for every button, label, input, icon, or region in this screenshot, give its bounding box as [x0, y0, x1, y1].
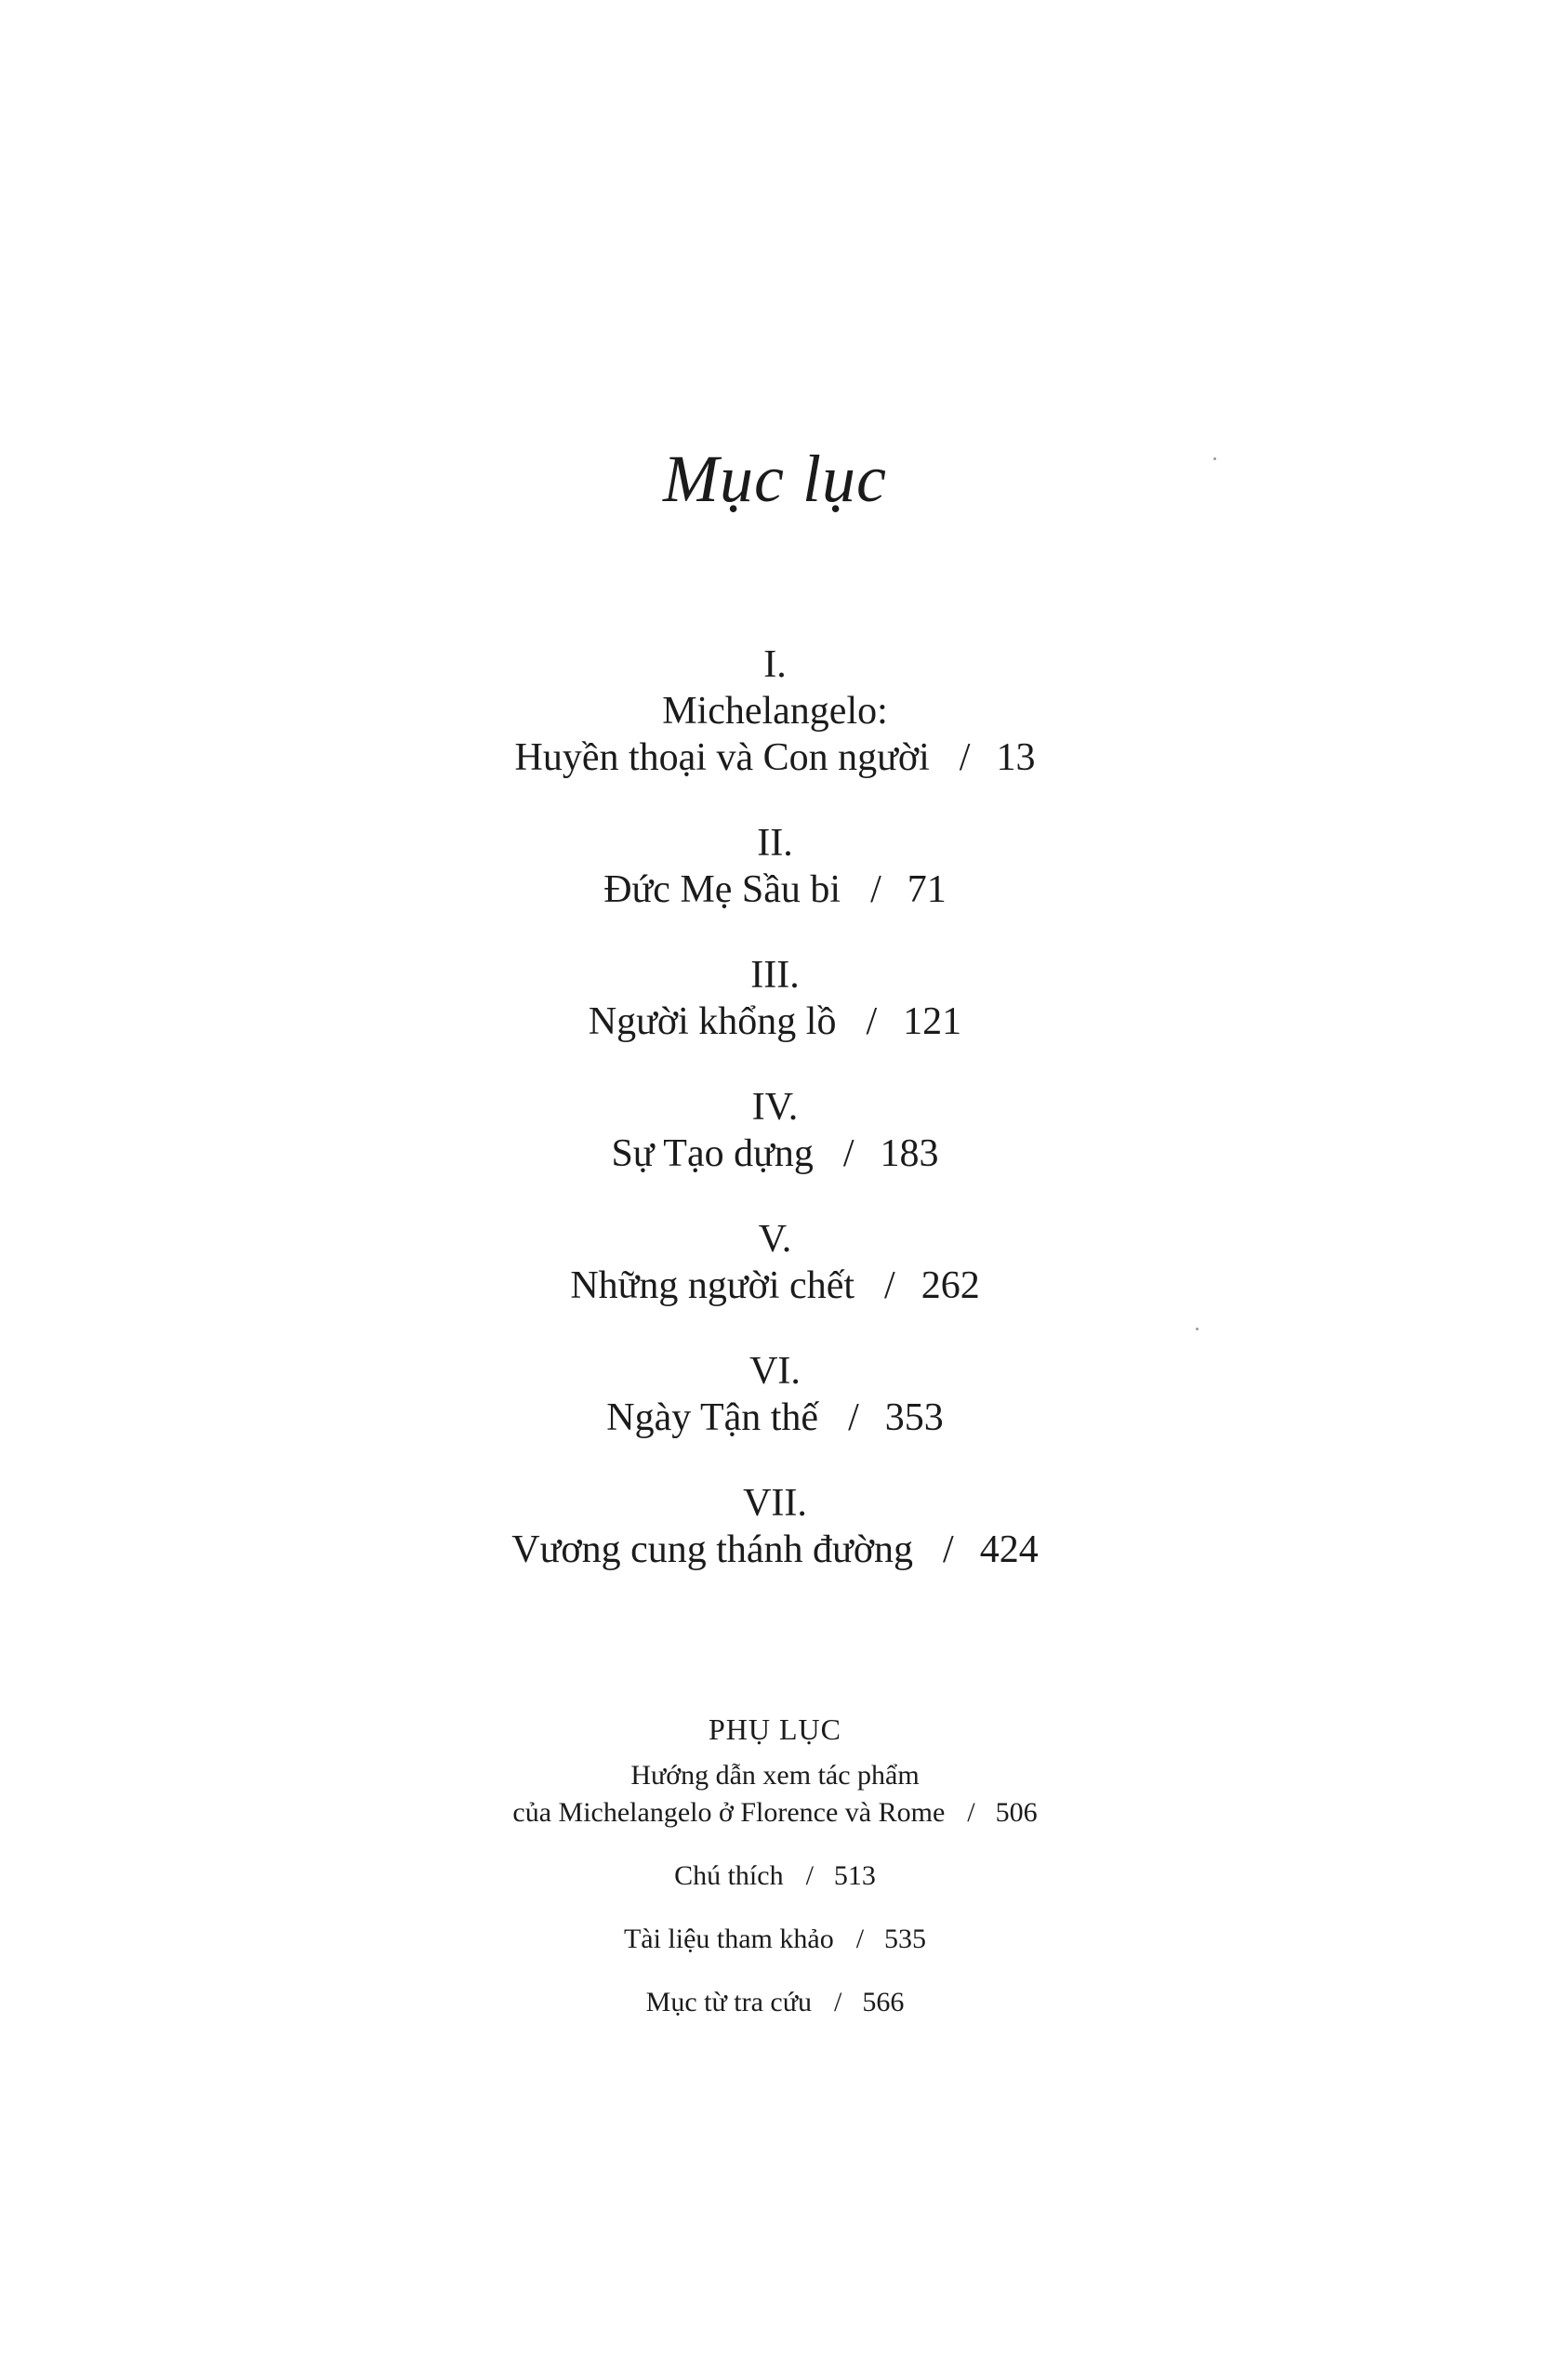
- appendix-section: [0, 1709, 1550, 2047]
- page-number: 506: [995, 1797, 1038, 1828]
- chapter-title-text: Vương cung thánh đường: [511, 1528, 914, 1571]
- page-separator: /: [866, 1000, 878, 1043]
- page-number: 262: [921, 1264, 980, 1307]
- chapter-numeral: IV.: [751, 1086, 799, 1129]
- chapter-entry-4: [0, 1084, 1550, 1177]
- page-separator: /: [967, 1797, 975, 1828]
- page-number: 121: [903, 1000, 962, 1043]
- page-number: 535: [884, 1924, 927, 1954]
- page-number: 566: [862, 1987, 905, 2017]
- appendix-entry-bibliography: [0, 1921, 1550, 1958]
- page-separator: /: [943, 1528, 954, 1571]
- chapter-title-text: Những người chết: [570, 1264, 855, 1307]
- page-number: 513: [833, 1860, 876, 1891]
- appendix-title-text: Mục từ tra cứu: [645, 1987, 812, 2017]
- chapter-title-text: Sự Tạo dựng: [611, 1132, 814, 1175]
- chapter-list: [0, 641, 1550, 1612]
- chapter-numeral: VII.: [743, 1482, 807, 1525]
- page-number: 13: [996, 736, 1036, 779]
- chapter-title-text: Ngày Tận thế: [606, 1396, 819, 1439]
- page-separator: /: [805, 1860, 814, 1891]
- chapter-numeral: I.: [763, 643, 787, 686]
- page-separator: /: [884, 1264, 895, 1307]
- appendix-entry-notes: [0, 1858, 1550, 1895]
- chapter-title-text: Huyền thoại và Con người: [514, 736, 930, 779]
- chapter-title-line: [0, 1130, 1550, 1177]
- appendix-title-text: của Michelangelo ở Florence và Rome: [512, 1797, 946, 1828]
- appendix-title-line: [0, 1794, 1550, 1831]
- appendix-entry-index: [0, 1984, 1550, 2021]
- appendix-title-text: Chú thích: [674, 1860, 784, 1891]
- chapter-entry-1: [0, 641, 1550, 781]
- scan-speck: [1196, 1328, 1199, 1330]
- page-separator: /: [959, 736, 971, 779]
- chapter-title-line: [0, 734, 1550, 781]
- chapter-numeral: II.: [757, 822, 793, 865]
- chapter-entry-7: [0, 1480, 1550, 1573]
- appendix-title-line: [0, 1984, 1550, 2021]
- chapter-title-line: [0, 1263, 1550, 1309]
- chapter-numeral: V.: [758, 1218, 792, 1261]
- chapter-entry-2: [0, 820, 1550, 913]
- page-title: Mục lục: [663, 442, 887, 516]
- chapter-title-line: [0, 998, 1550, 1045]
- page-separator: /: [855, 1924, 865, 1954]
- page-separator: /: [842, 1132, 854, 1175]
- appendix-title-line: [0, 1921, 1550, 1958]
- chapter-entry-6: [0, 1348, 1550, 1441]
- appendix-entry-guide: [0, 1757, 1550, 1831]
- appendix-heading: PHỤ LỤC: [708, 1712, 841, 1746]
- chapter-entry-5: [0, 1216, 1550, 1309]
- chapter-numeral: III.: [750, 954, 800, 997]
- appendix-title-text: Tài liệu tham khảo: [623, 1924, 834, 1954]
- page-separator: /: [833, 1987, 842, 2017]
- appendix-title-line: [0, 1858, 1550, 1895]
- page-separator: /: [870, 868, 881, 911]
- chapter-title-text: Người khổng lồ: [588, 1000, 837, 1043]
- scan-speck: [1213, 457, 1216, 460]
- chapter-title-line: [0, 1395, 1550, 1441]
- chapter-title-line: [0, 866, 1550, 913]
- page-number: 353: [884, 1396, 944, 1439]
- chapter-entry-3: [0, 952, 1550, 1045]
- chapter-numeral: VI.: [749, 1350, 801, 1393]
- appendix-title-line: Hướng dẫn xem tác phẩm: [630, 1760, 920, 1791]
- page-number: 71: [907, 868, 947, 911]
- chapter-title-line: [0, 1527, 1550, 1573]
- chapter-title-text: Đức Mẹ Sầu bi: [603, 868, 841, 911]
- page-separator: /: [848, 1396, 859, 1439]
- page-number: 424: [979, 1528, 1039, 1571]
- page-number: 183: [880, 1132, 939, 1175]
- chapter-title-line: Michelangelo:: [662, 690, 888, 733]
